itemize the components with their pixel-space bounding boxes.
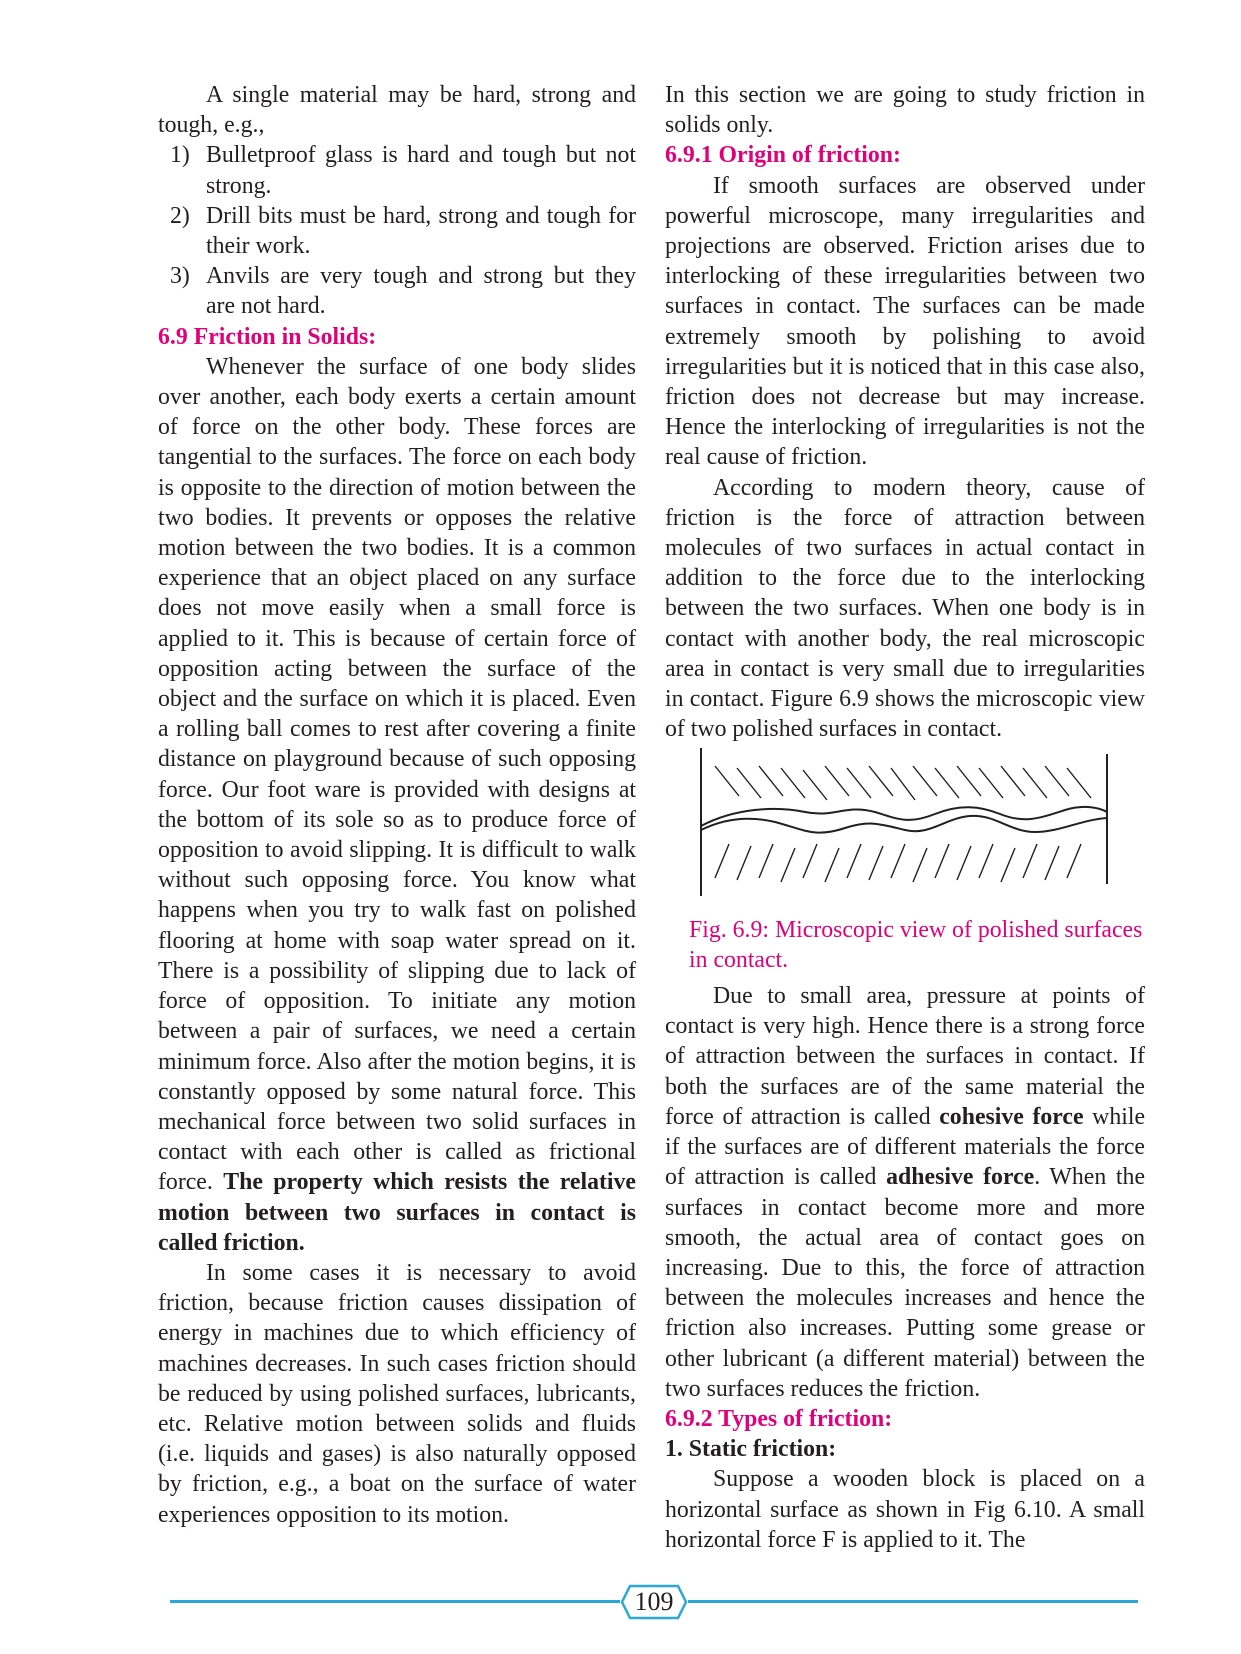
term-adhesive-force: adhesive force xyxy=(886,1164,1035,1191)
section-heading-friction-in-solids: 6.9 Friction in Solids: xyxy=(158,323,377,350)
left-intro: A single material may be hard, strong and tough, e.g., xyxy=(158,82,636,139)
list-item xyxy=(158,261,636,321)
list-number: 2) xyxy=(170,202,190,229)
friction-definition-paragraph xyxy=(158,352,636,1258)
static-friction-paragraph: Suppose a wooden block is placed on a horizontal surface as shown in Fig 6.10. A small horizontal force F is applied to it. The xyxy=(665,1466,1145,1553)
right-intro: In this section we are going to study friction in solids only. xyxy=(665,82,1145,139)
material-examples-list xyxy=(158,140,636,321)
avoid-friction-paragraph: In some cases it is necessary to avoid friction, because friction causes dissipation of energy in machines due to which efficiency of machines decreases. In such cases friction should be reduced by using polished surfaces, lubricants, etc. Relative motion between solids and fluids (i.e. liquids and gases) is also naturally opposed by friction, e.g., a boat on the surface of water experiences opposition to its motion. xyxy=(158,1259,636,1528)
footer-line-left xyxy=(170,1600,620,1603)
microscopic-surfaces-figure xyxy=(695,748,1113,898)
paragraph-text: while if the surfaces are of different materials the force of attraction is called xyxy=(665,1103,1146,1191)
subheading-static-friction: 1. Static friction: xyxy=(665,1436,837,1463)
page-number: 109 xyxy=(634,1587,674,1616)
list-item xyxy=(158,140,636,200)
list-text: Bulletproof glass is hard and tough but not strong. xyxy=(206,142,636,199)
cohesive-adhesive-paragraph xyxy=(665,981,1145,1404)
right-column xyxy=(665,80,1145,1555)
footer-line-right xyxy=(688,1600,1138,1603)
upper-hatch xyxy=(715,766,1091,800)
list-number: 3) xyxy=(170,263,190,290)
friction-definition-bold: The property which resists the relative motion between two surfaces in contact is called friction. xyxy=(158,1169,636,1256)
origin-paragraph-1: If smooth surfaces are observed under powerful microscope, many irregularities and projections are observed. Friction arises due to interlocking of these irregularities between two surfaces in contact. The surfaces can be made extremely smooth by polishing to avoid irregularities but it is noticed that in this case also, friction does not decrease but may increase. Hence the interlocking of irregularities is not the real cause of friction. xyxy=(665,172,1145,471)
section-heading-origin-of-friction: 6.9.1 Origin of friction: xyxy=(665,142,901,169)
origin-paragraph-2: According to modern theory, cause of friction is the force of attraction between molecules of two surfaces in actual contact in addition to the force due to the interlocking between the two surfaces. When one body is in contact with another body, the real microscopic area in contact is very small due to irregularities in contact. Figure 6.9 shows the microscopic view of two polished surfaces in contact. xyxy=(665,474,1145,743)
figure-caption: Fig. 6.9: Microscopic view of polished surfaces in contact. xyxy=(689,916,1143,973)
list-item xyxy=(158,201,636,261)
list-text: Anvils are very tough and strong but they are not hard. xyxy=(206,263,636,320)
term-cohesive-force: cohesive force xyxy=(939,1103,1084,1130)
paragraph-text: Due to small area, pressure at points of contact is very high. Hence there is a strong force of attraction between the surfaces in contact. If both the surfaces are of the same material the force of attraction is called xyxy=(665,983,1145,1130)
left-column xyxy=(158,80,636,1530)
list-number: 1) xyxy=(170,142,190,169)
list-text: Drill bits must be hard, strong and tough for their work. xyxy=(206,202,636,260)
paragraph-text: . When the surfaces in contact become more and more smooth, the actual area of contact goes on increasing. Due to this, the force of attraction between the molecules increases and hence the friction also increases. Putting some grease or other lubricant (a different material) between the two surfaces reduces the friction. xyxy=(665,1164,1146,1402)
lower-hatch xyxy=(715,844,1081,882)
paragraph-text: Whenever the surface of one body slides over another, each body exerts a certain amount of force on the other body. These forces are tangential to the surfaces. The force on each body is opposite to the direction of motion between the two bodies. It prevents or opposes the relative motion between the two bodies. It is a common experience that an object placed on any surface does not move easily when a small force is applied to it. This is because of certain force of opposition acting between the surface of the object and the surface on which it is placed. Even a rolling ball comes to rest after covering a finite distance on playground because of such opposing force. Our foot ware is provided with designs at the bottom of its sole so as to produce force of opposition to avoid slipping. It is difficult to walk without such opposing force. You know what happens when you try to walk fast on polished flooring at home with soap water spread on it. There is a possibility of slipping due to lack of force of opposition. To initiate any motion between a pair of surfaces, we need a certain minimum force. Also after the motion begins, it is constantly opposed by some natural force. This mechanical force between two solid surfaces in contact with each other is called as frictional force. xyxy=(158,353,636,1196)
section-heading-types-of-friction: 6.9.2 Types of friction: xyxy=(665,1405,893,1432)
